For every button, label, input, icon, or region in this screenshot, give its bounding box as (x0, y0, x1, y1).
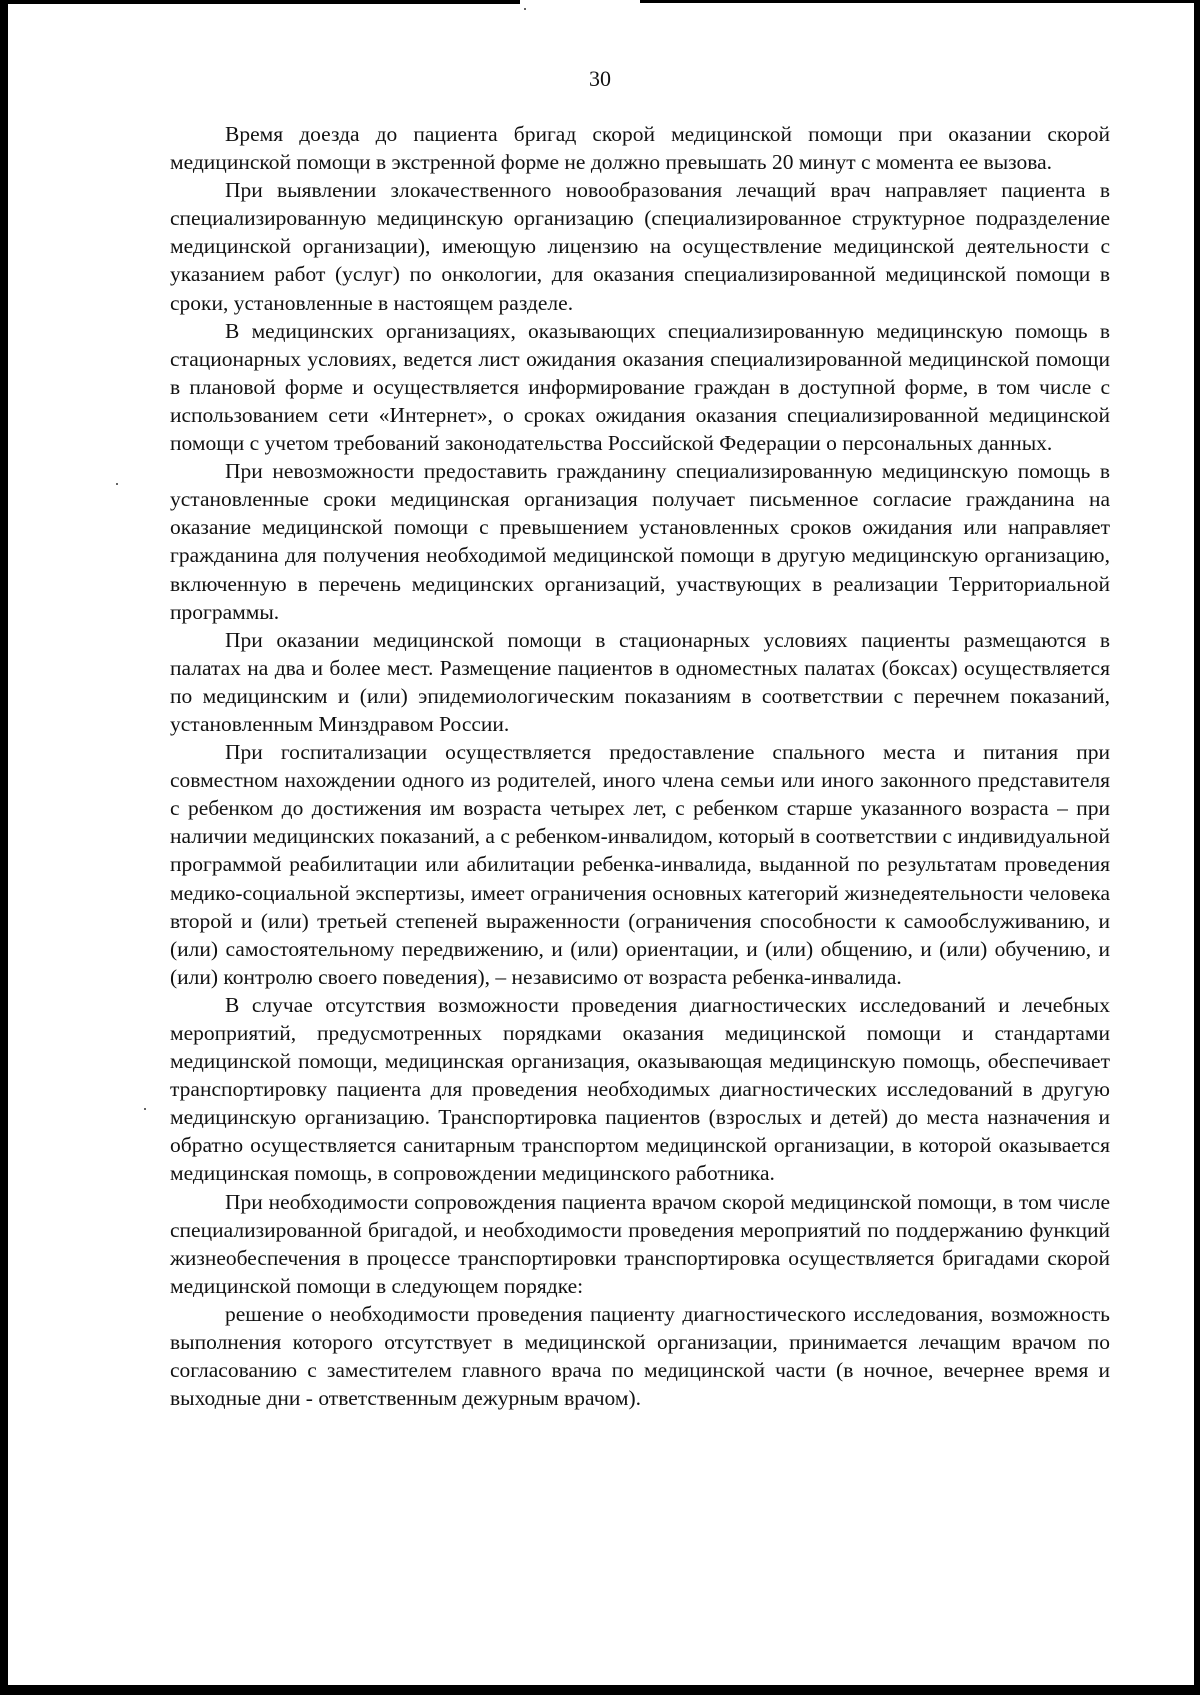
paragraph: решение о необходимости проведения пациенту диагностического исследования, возможность выполнения которого отсутствует в медицинской организации, принимается лечащим врачом по согласованию с заместителем главного врача по медицинской части (в ночное, вечернее время и выходные дни - ответственным дежурным врачом). (170, 1301, 1110, 1411)
scan-border-bottom (0, 1685, 1200, 1695)
paragraph: В случае отсутствия возможности проведения диагностических исследований и лечебных мероприятий, предусмотренных порядками оказания медицинской помощи и стандартами медицинской помощи, медицинская организация, оказывающая медицинскую помощь, обеспечивает транспортировку пациента для проведения необходимых диагностических исследований в другую медицинскую организацию. Транспортировка пациентов (взрослых и детей) до места назначения и обратно осуществляется санитарным транспортом медицинской организации, в которой оказывается медицинская помощь, в сопровождении медицинского работника. (170, 992, 1110, 1186)
scan-border-top (640, 0, 1200, 3)
paragraph: При оказании медицинской помощи в стационарных условиях пациенты размещаются в палатах на два и более мест. Размещение пациентов в одноместных палатах (боксах) осуществляется по медицинским и (или) эпидемиологическим показаниям в соответствии с перечнем показаний, установленным Минздравом России. (170, 627, 1110, 736)
paragraph: В медицинских организациях, оказывающих специализированную медицинскую помощь в стационарных условиях, ведется лист ожидания оказания специализированной медицинской помощи в плановой форме и осуществляется информирование граждан в доступной форме, в том числе с использованием сети «Интернет», о сроках ожидания оказания специализированной медицинской помощи с учетом требований законодательства Российской Федерации о персональных данных. (170, 318, 1110, 456)
document-body (170, 120, 1110, 1412)
scan-speck (144, 1108, 146, 1110)
paragraph: При необходимости сопровождения пациента врачом скорой медицинской помощи, в том числе специализированной бригадой, и необходимости проведения мероприятий по поддержанию функций жизнеобеспечения в процессе транспортировки транспортировка осуществляется бригадами скорой медицинской помощи в следующем порядке: (170, 1189, 1110, 1298)
scan-speck (116, 483, 118, 485)
scan-border-top (0, 0, 520, 4)
page-number: 30 (589, 66, 611, 91)
paragraph: При выявлении злокачественного новообразования лечащий врач направляет пациента в специализированную медицинскую организацию (специализированное структурное подразделение медицинской организации), имеющую лицензию на осуществление медицинской деятельности с указанием работ (услуг) по онкологии, для оказания специализированной медицинской помощи в сроки, установленные в настоящем разделе. (170, 178, 1110, 315)
paragraph: Время доезда до пациента бригад скорой медицинской помощи при оказании скорой медицинской помощи в экстренной форме не должно превышать 20 минут с момента ее вызова. (170, 122, 1110, 175)
scan-speck (524, 8, 526, 10)
paragraph: При невозможности предоставить гражданину специализированную медицинскую помощь в установленные сроки медицинская организация получает письменное согласие гражданина на оказание медицинской помощи с превышением установленных сроков ожидания или направляет гражданина для получения необходимой медицинской помощи в другую медицинскую организацию, включенную в перечень медицинских организаций, участвующих в реализации Территориальной программы. (170, 459, 1110, 624)
paragraph: При госпитализации осуществляется предоставление спального места и питания при совместном нахождении одного из родителей, иного члена семьи или иного законного представителя с ребенком до достижения им возраста четырех лет, с ребенком старше указанного возраста – при наличии медицинских показаний, а с ребенком-инвалидом, который в соответствии с индивидуальной программой реабилитации или абилитации ребенка-инвалида, выданной по результатам проведения медико-социальной экспертизы, имеет ограничения основных категорий жизнедеятельности человека второй и (или) третьей степеней выраженности (ограничения способности к самообслуживанию, и (или) самостоятельному передвижению, и (или) ориентации, и (или) общению, и (или) обучению, и (или) контролю своего поведения), – независимо от возраста ребенка-инвалида. (170, 740, 1110, 989)
scan-border-right (1194, 0, 1200, 1695)
scan-border-left (0, 0, 8, 1695)
